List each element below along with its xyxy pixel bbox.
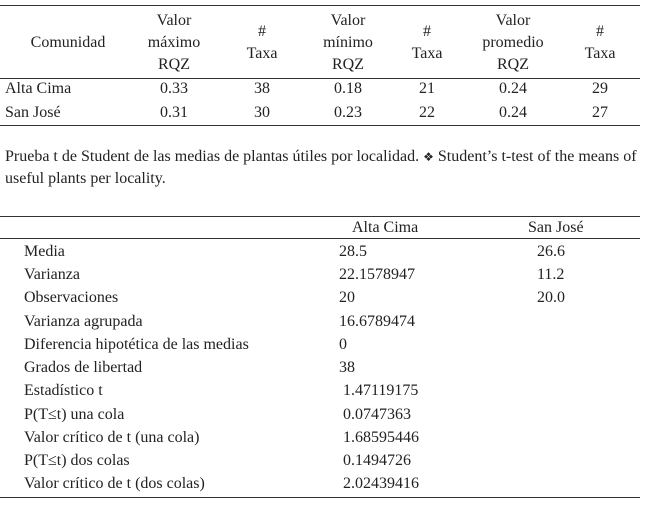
ttest-top-rule [0,216,640,217]
cell-san-jose: 20.0 [537,289,565,306]
row-label: Varianza agrupada [24,313,143,330]
header-line: Taxa [584,45,616,62]
cell-alta-cima: 1.47119175 [339,382,419,399]
cell-alta-cima: 1.68595446 [339,429,419,446]
row-label: P(T≤t) dos colas [24,452,130,469]
table-header-rule [0,78,640,79]
header-valor-maximo [124,10,224,76]
header-line: # [596,23,604,40]
ttest-header-san-jose: San José [528,219,584,236]
header-valor-promedio [463,10,563,76]
header-line: máximo [147,34,201,51]
header-line: RQZ [497,56,529,73]
row-label: Grados de libertad [24,359,143,376]
cell-taxa: 21 [419,80,435,97]
cell-max: 0.31 [160,104,188,121]
header-line: # [423,23,431,40]
header-line: Valor [495,12,531,29]
header-line: Valor [156,12,192,29]
cell-taxa: 29 [592,80,608,97]
header-taxa-3 [570,21,630,65]
cell-prom: 0.24 [499,104,527,121]
header-line: Valor [330,12,366,29]
cell-alta-cima: 22.1578947 [339,266,415,283]
row-label: Media [24,243,65,260]
cell-min: 0.18 [334,80,362,97]
cell-max: 0.33 [160,80,188,97]
caption-english: Student’s t-test of the means of useful plants per locality. [5,148,637,187]
caption-spanish: Prueba t de Student de las medias de plantas útiles por localidad. [5,148,420,165]
header-taxa-2 [397,21,457,65]
header-line: Taxa [411,45,443,62]
header-line: mínimo [323,34,373,51]
header-valor-minimo [298,10,398,76]
cell-taxa: 22 [419,104,435,121]
row-label: P(T≤t) una cola [24,406,125,423]
header-taxa-1 [232,21,292,65]
cell-taxa: 38 [254,80,270,97]
row-label: Valor crítico de t (dos colas) [24,475,205,492]
diamond-icon: ❖ [423,150,434,164]
header-line: promedio [482,34,544,51]
cell-taxa: 30 [254,104,270,121]
cell-san-jose: 26.6 [537,243,565,260]
row-label: Diferencia hipotética de las medias [24,336,249,353]
header-line: # [258,23,266,40]
row-label: Estadístico t [24,382,103,399]
row-label: Valor crítico de t (una cola) [24,429,200,446]
cell-alta-cima: 28.5 [339,243,367,260]
header-comunidad-text: Comunidad [30,34,106,51]
row-label: Observaciones [24,289,119,306]
cell-min: 0.23 [334,104,362,121]
table-bottom-rule [0,125,640,126]
table-top-rule [0,5,640,6]
cell-alta-cima: 0.1494726 [339,452,411,469]
header-line: Taxa [246,45,278,62]
row-community-name: San José [5,104,61,121]
cell-alta-cima: 20 [339,289,355,306]
cell-alta-cima: 0 [339,336,347,353]
ttest-header-alta-cima: Alta Cima [352,219,419,236]
cell-alta-cima: 16.6789474 [339,313,415,330]
cell-taxa: 27 [592,104,608,121]
header-line: RQZ [332,56,364,73]
cell-alta-cima: 38 [339,359,355,376]
ttest-bottom-rule [0,497,640,498]
header-comunidad [8,32,128,54]
cell-alta-cima: 2.02439416 [339,475,419,492]
cell-san-jose: 11.2 [537,266,565,283]
cell-prom: 0.24 [499,80,527,97]
ttest-header-rule [0,238,640,239]
table-caption [5,146,645,190]
row-label: Varianza [24,266,80,283]
header-line: RQZ [158,56,190,73]
cell-alta-cima: 0.0747363 [339,406,411,423]
row-community-name: Alta Cima [5,80,72,97]
